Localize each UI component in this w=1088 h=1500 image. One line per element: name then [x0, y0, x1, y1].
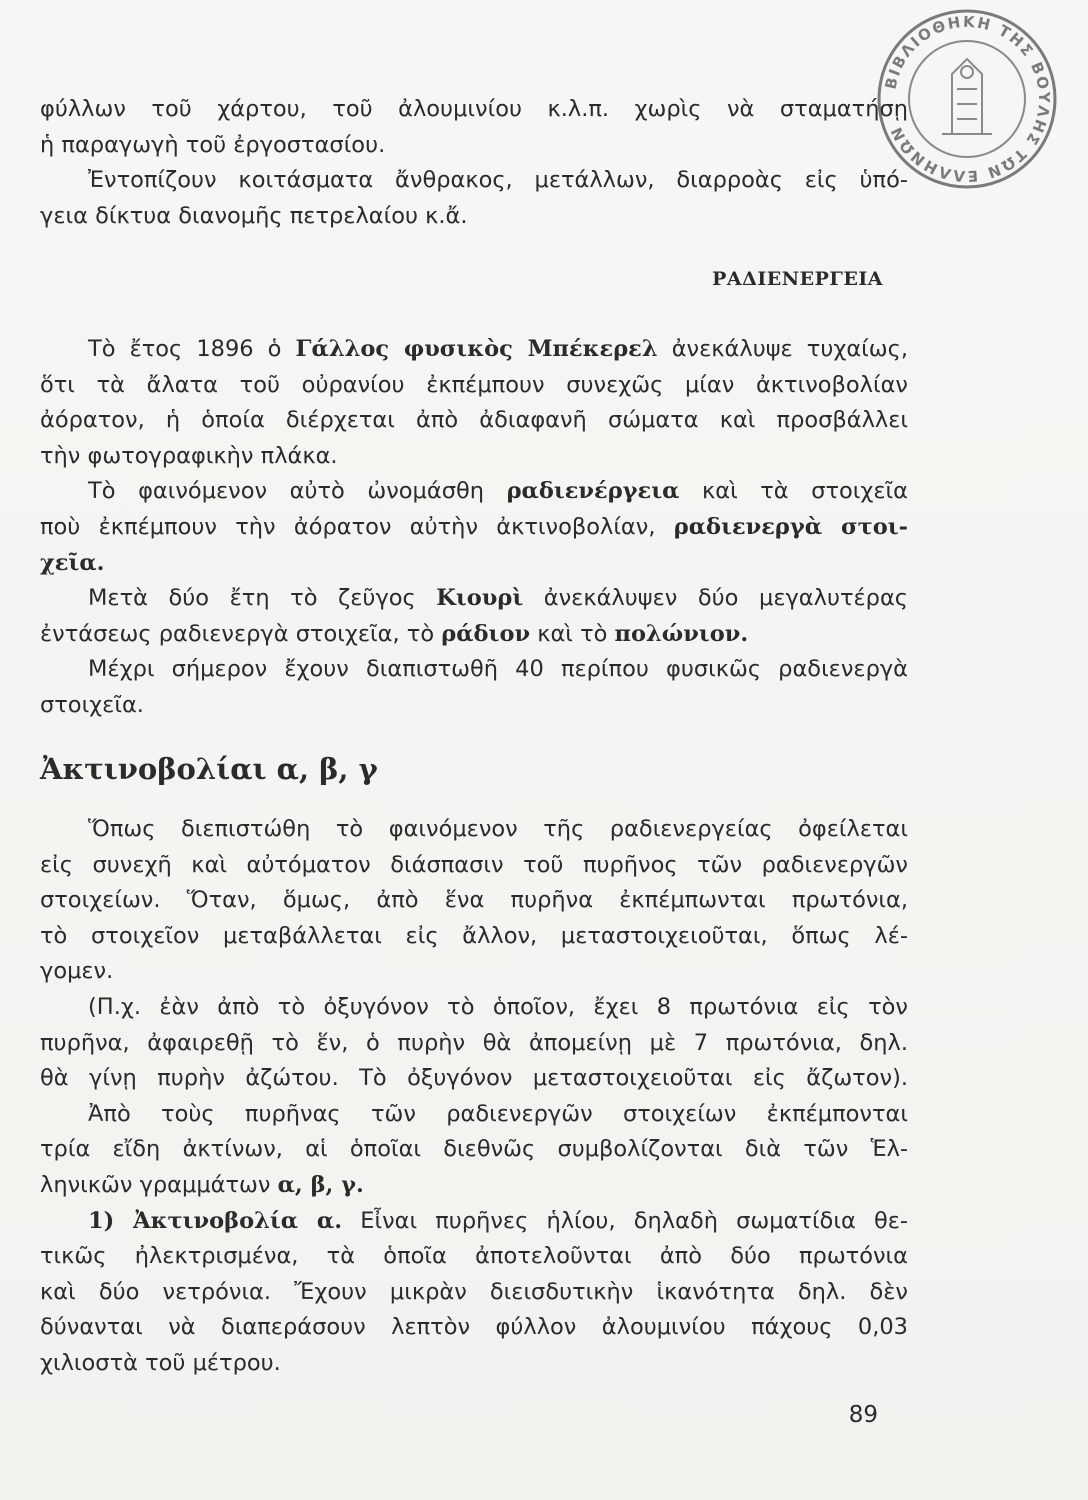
top-paragraph — [40, 92, 908, 234]
text-line: ὅτι τὰ ἄλατα τοῦ οὐρανίου ἐκπέμπουν συνεχῶς μίαν ἀκτινοβολίαν — [40, 371, 908, 398]
text-line: Μέχρι σήμερον ἔχουν διαπιστωθῆ 40 περίπου φυσικῶς ραδιενεργὰ — [88, 656, 908, 683]
text-line: ἀόρατον, ἡ ὁποία διέρχεται ἀπὸ ἀδιαφανῆ σώματα καὶ προσβάλλει — [40, 407, 908, 434]
text-line: τρία εἴδη ἀκτίνων, αἱ ὁποῖαι διεθνῶς συμβολίζονται διὰ τῶν Ἑλ- — [40, 1136, 908, 1163]
text-line: Ἐντοπίζουν κοιτάσματα ἄνθρακος, μετάλλων, διαρροὰς εἰς ὑπό- — [88, 167, 908, 194]
section-title: ΡΑΔΙΕΝΕΡΓΕΙΑ — [712, 268, 883, 290]
text-line: γεια δίκτυα διανομῆς πετρελαίου κ.ἄ. — [40, 202, 468, 229]
stamp-emblem-icon — [942, 59, 992, 134]
text-line: Τὸ φαινόμενον αὐτὸ ὠνομάσθη ραδιενέργεια καὶ τὰ στοιχεῖα — [88, 478, 908, 505]
text-line: χεῖα. — [40, 549, 105, 576]
text-line: ποὺ ἐκπέμπουν τὴν ἀόρατον αὐτὴν ἀκτινοβολίαν, ραδιενεργὰ στοι- — [40, 513, 908, 540]
text-line: πυρῆνα, ἀφαιρεθῇ τὸ ἕν, ὁ πυρὴν θὰ ἀπομείνῃ μὲ 7 πρωτόνια, δηλ. — [40, 1029, 908, 1056]
body-text-2 — [40, 812, 908, 1382]
text-line: χιλιοστὰ τοῦ μέτρου. — [40, 1349, 281, 1376]
body-text — [40, 332, 908, 724]
text-line: ἡ παραγωγὴ τοῦ ἐργοστασίου. — [40, 131, 386, 158]
page-number: 89 — [848, 1402, 878, 1428]
text-line: τικῶς ἠλεκτρισμένα, τὰ ὁποῖα ἀποτελοῦνται ἀπὸ δύο πρωτόνια — [40, 1243, 908, 1270]
text-line: θὰ γίνῃ πυρὴν ἀζώτου. Τὸ ὀξυγόνον μεταστοιχειοῦται εἰς ἄζωτον). — [40, 1065, 908, 1092]
text-line: στοιχείων. Ὅταν, ὅμως, ἀπὸ ἕνα πυρῆνα ἐκπέμπωνται πρωτόνια, — [40, 887, 908, 914]
text-line: δύνανται νὰ διαπεράσουν λεπτὸν φύλλον ἀλουμινίου πάχους 0,03 — [40, 1314, 908, 1341]
subsection-title: Ἀκτινοβολίαι α, β, γ — [40, 752, 378, 786]
text-line: Τὸ ἔτος 1896 ὁ Γάλλος φυσικὸς Μπέκερελ ἀνεκάλυψε τυχαίως, — [88, 336, 908, 362]
text-line: στοιχεῖα. — [40, 691, 144, 718]
stamp-text: ΒΙΒΛΙΟΘΗΚΗ ΤΗΣ ΒΟΥΛΗΣ ΤΩΝ ΕΛΛΗΝΩΝ — [881, 12, 1054, 186]
text-line: καὶ δύο νετρόνια. Ἔχουν μικρὰν διεισδυτικὴν ἱκανότητα δηλ. δὲν — [40, 1278, 908, 1305]
text-line: φύλλων τοῦ χάρτου, τοῦ ἀλουμινίου κ.λ.π. χωρὶς νὰ σταματήσῃ — [40, 96, 908, 122]
text-line: 1) Ἀκτινοβολία α. Εἶναι πυρῆνες ἡλίου, δηλαδὴ σωματίδια θε- — [88, 1207, 908, 1234]
text-line: γομεν. — [40, 958, 114, 985]
text-line: ἐντάσεως ραδιενεργὰ στοιχεῖα, τὸ ράδιον καὶ τὸ πολώνιον. — [40, 620, 749, 647]
text-line: τὴν φωτογραφικὴν πλάκα. — [40, 442, 338, 469]
text-line: ληνικῶν γραμμάτων α, β, γ. — [40, 1171, 364, 1198]
text-line: τὸ στοιχεῖον μεταβάλλεται εἰς ἄλλον, μεταστοιχειοῦται, ὅπως λέ- — [40, 922, 908, 949]
text-line: Ὅπως διεπιστώθη τὸ φαινόμενον τῆς ραδιενεργείας ὀφείλεται — [88, 816, 908, 842]
text-line: Ἀπὸ τοὺς πυρῆνας τῶν ραδιενεργῶν στοιχείων ἐκπέμπονται — [88, 1100, 908, 1127]
text-line: εἰς συνεχῆ καὶ αὐτόματον διάσπασιν τοῦ πυρῆνος τῶν ραδιενεργῶν — [40, 851, 908, 878]
text-line: (Π.χ. ἐὰν ἀπὸ τὸ ὀξυγόνον τὸ ὁποῖον, ἔχει 8 πρωτόνια εἰς τὸν — [88, 993, 908, 1020]
text-line: Μετὰ δύο ἔτη τὸ ζεῦγος Κιουρὶ ἀνεκάλυψεν δύο μεγαλυτέρας — [88, 585, 908, 612]
